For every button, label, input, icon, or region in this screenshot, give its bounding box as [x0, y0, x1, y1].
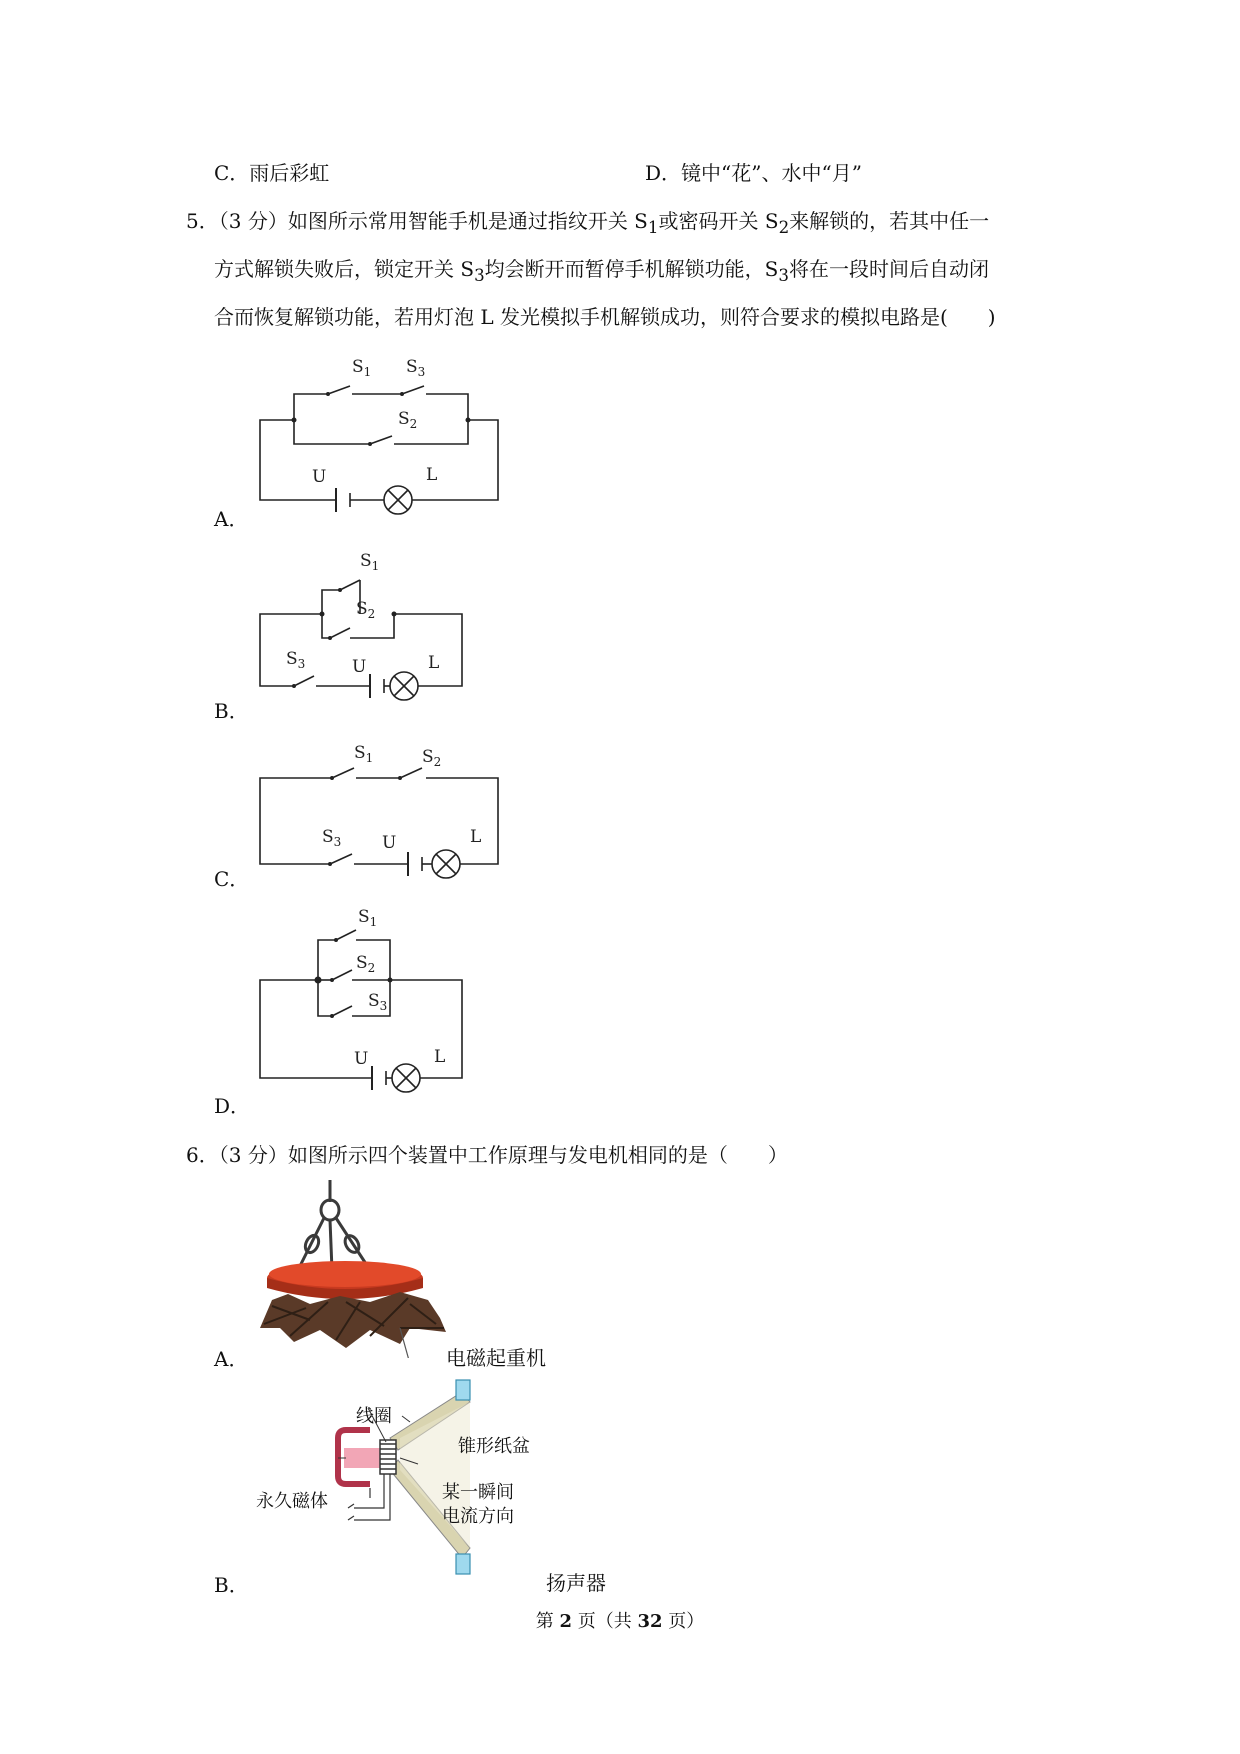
- q6-number: 6．: [186, 1143, 219, 1167]
- sub: 3: [333, 835, 342, 849]
- label-s3: S: [406, 357, 418, 377]
- q5-line-2: [214, 255, 989, 290]
- svg-text:S2: [422, 747, 441, 769]
- circuit-a-diagram: [250, 350, 510, 520]
- label-s2: S: [356, 953, 368, 973]
- q5-option-a-label: A．: [214, 507, 249, 531]
- label-s1: S: [352, 357, 364, 377]
- q5-number: 5．: [186, 209, 219, 233]
- label-l: L: [428, 653, 440, 673]
- svg-text:S3: [368, 991, 387, 1013]
- sub: 1: [369, 915, 378, 929]
- label-s3: S: [322, 827, 334, 847]
- q4-option-c: C．雨后彩虹: [214, 161, 330, 185]
- speaker-current-label-2: 电流方向: [442, 1506, 514, 1527]
- sub: 3: [474, 266, 485, 285]
- svg-text:S2: [356, 599, 375, 621]
- q6-option-a-label: A．: [214, 1347, 249, 1371]
- sub: 1: [371, 559, 380, 573]
- label-s1: S: [360, 551, 372, 571]
- label-u: U: [312, 467, 327, 487]
- circuit-c-diagram: [250, 740, 510, 890]
- q6-score: （3 分）: [218, 1143, 288, 1167]
- sub: 3: [379, 999, 388, 1013]
- sub: 1: [647, 218, 659, 237]
- q5-option-c-label: C．: [214, 867, 250, 891]
- q5-option-d-label: D．: [214, 1094, 251, 1118]
- sub: 1: [365, 751, 374, 765]
- label-l: L: [470, 827, 482, 847]
- svg-text:S1: [360, 551, 379, 573]
- footer-text: 页）: [662, 1611, 705, 1632]
- sub: 2: [433, 755, 442, 769]
- svg-text:S2: [398, 409, 417, 431]
- electromagnetic-crane-image: [250, 1178, 460, 1358]
- sub: 3: [297, 657, 306, 671]
- label-l: L: [434, 1047, 446, 1067]
- q5-text: 如图所示常用智能手机是通过指纹开关 S: [287, 209, 648, 233]
- svg-text:S1: [352, 357, 371, 379]
- label-s2: S: [398, 409, 410, 429]
- speaker-coil-label: 线圈: [356, 1406, 392, 1427]
- label-l: L: [426, 465, 438, 485]
- svg-text:S3: [286, 649, 305, 671]
- page-number: 2: [559, 1611, 572, 1632]
- label-s1: S: [358, 907, 370, 927]
- q4-option-d: D．镜中“花”、水中“月”: [645, 161, 862, 185]
- sub: 3: [417, 365, 426, 379]
- footer-text: 第: [535, 1611, 560, 1632]
- sub: 2: [367, 961, 376, 975]
- label-u: U: [382, 833, 397, 853]
- sub: 2: [367, 607, 376, 621]
- q6-option-b-label: B．: [214, 1573, 249, 1597]
- sub: 1: [363, 365, 372, 379]
- svg-text:S3: [406, 357, 425, 379]
- svg-text:S1: [358, 907, 377, 929]
- q5-line-3: 合而恢复解锁功能，若用灯泡 L 发光模拟手机解锁成功，则符合要求的模拟电路是( ): [214, 305, 996, 329]
- svg-text:S2: [356, 953, 375, 975]
- svg-text:S3: [322, 827, 341, 849]
- q5-text: 将在一段时间后自动闭: [788, 257, 989, 281]
- speaker-current-label-1: 某一瞬间: [442, 1482, 514, 1503]
- q6-line-1: [186, 1141, 788, 1169]
- q5-text: 方式解锁失败后，锁定开关 S: [214, 257, 475, 281]
- speaker-magnet-label: 永久磁体: [256, 1491, 328, 1512]
- sub: 3: [778, 266, 789, 285]
- q5-score: （3 分）: [218, 209, 288, 233]
- label-u: U: [354, 1049, 369, 1069]
- label-s3: S: [286, 649, 298, 669]
- circuit-d-diagram: [250, 900, 480, 1100]
- label-u: U: [352, 657, 367, 677]
- svg-text:S1: [354, 743, 373, 765]
- sub: 2: [409, 417, 418, 431]
- q5-option-b-label: B．: [214, 699, 249, 723]
- q5-text: 均会断开而暂停手机解锁功能，S: [484, 257, 779, 281]
- q6-text: 如图所示四个装置中工作原理与发电机相同的是（ ）: [287, 1143, 788, 1167]
- label-s2: S: [422, 747, 434, 767]
- page-footer: [0, 1607, 1240, 1633]
- q5-line-1: [186, 207, 989, 242]
- label-s2: S: [356, 599, 368, 619]
- q5-text: 来解锁的，若其中任一: [789, 209, 990, 233]
- label-s3: S: [368, 991, 380, 1011]
- sub: 2: [778, 218, 790, 237]
- speaker-title: 扬声器: [546, 1571, 606, 1595]
- q5-text: 或密码开关 S: [658, 209, 779, 233]
- footer-text: 页（共: [572, 1611, 638, 1632]
- label-s1: S: [354, 743, 366, 763]
- speaker-cone-label: 锥形纸盆: [458, 1436, 530, 1457]
- q6-option-a-caption: 电磁起重机: [446, 1346, 546, 1370]
- total-pages: 32: [637, 1611, 663, 1632]
- circuit-b-diagram: [250, 548, 480, 712]
